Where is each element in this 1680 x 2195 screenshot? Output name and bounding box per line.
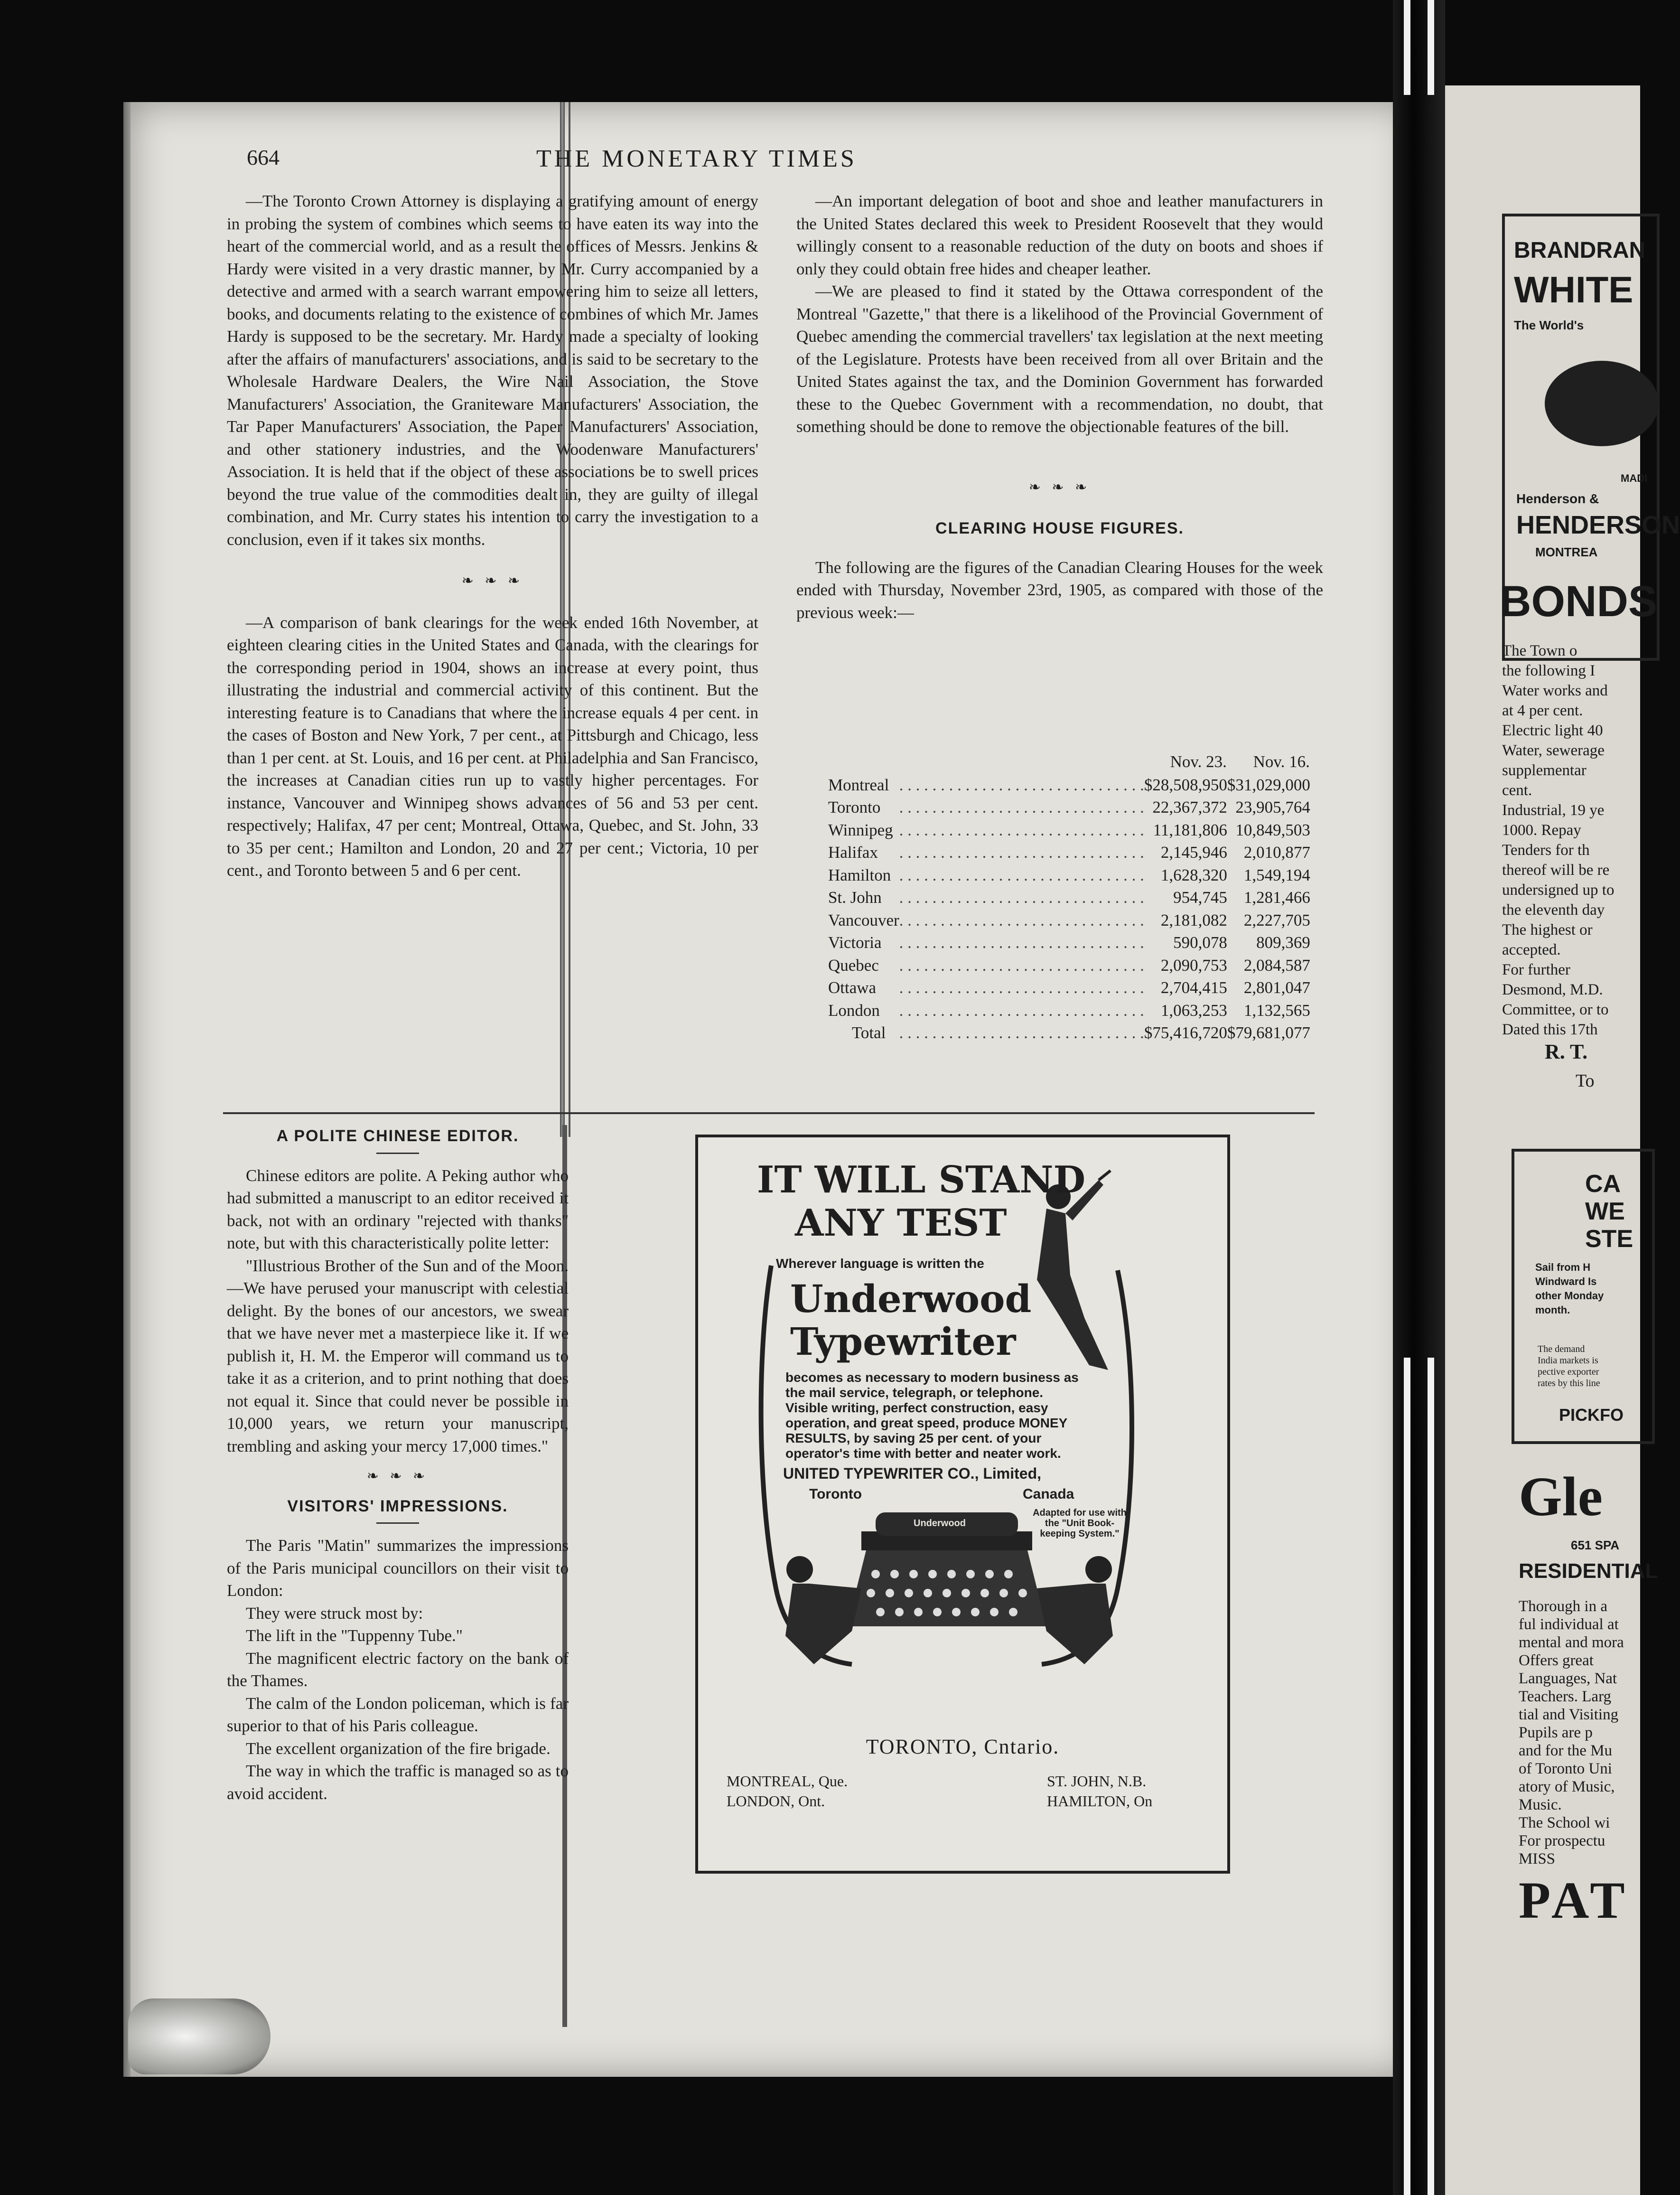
thumb-artifact <box>128 1998 271 2074</box>
bank-clearings-paragraph: —A comparison of bank clearings for the week ended 16th November, at eighteen clearing cities in the United States and Canada, with the clearings for the corresponding period in 1904, shows an increase at every point, thus illustrating the industrial and commercial activity of this continent. But the interesting feature is to Canadians that where the increase equals 4 per cent. in the cases of Boston and New York, 7 per cent., at Pittsburgh and Chicago, less than 1 per cent. at St. Louis, and 16 per cent. at Philadelphia and San Francisco, the increases at Canadian cities run up to vastly higher percentages. For instance, Vancouver and Winnipeg shows advances of 56 and 53 per cent. respectively; Halifax, 47 per cent; Montreal, Ottawa, Quebec, and St. John, 33 to 35 per cent.; Hamilton and London, 20 and 27 per cent.; Victoria, 10 per cent., and Toronto between 5 and 6 per cent. <box>227 613 758 880</box>
bonds-line: cent. <box>1502 782 1532 799</box>
bonds-line: thereof will be re <box>1502 862 1610 879</box>
column-header-nov16: Nov. 16. <box>1253 752 1310 771</box>
dot-leader: . . . . . . . . . . . . . . . . . . . . . . . . . . . . . . <box>899 1001 1144 1020</box>
gutter-highlight <box>1404 1358 1410 2195</box>
dot-leader: . . . . . . . . . . . . . . . . . . . . . . . . . . . . . . <box>899 933 1144 952</box>
dot-leader: . . . . . . . . . . . . . . . . . . . . . . . . . . . . . . <box>899 865 1144 884</box>
demand-line: The demand <box>1538 1344 1585 1354</box>
visitors-heading: VISITORS' IMPRESSIONS. <box>287 1497 508 1515</box>
dot-leader: . . . . . . . . . . . . . . . . . . . . . . . . . . . . . . <box>899 910 1144 929</box>
bonds-line: Industrial, 19 ye <box>1502 802 1605 819</box>
nov16-value: 2,010,877 <box>1243 843 1310 862</box>
clearing-house-table <box>828 750 1310 1044</box>
school-line: and for the Mu <box>1519 1742 1613 1759</box>
bonds-line: Committee, or to <box>1502 1001 1609 1018</box>
visitor-impression: The calm of the London policeman, which is far superior to that of his Paris colleague. <box>227 1694 569 1735</box>
clearing-row <box>828 886 1310 909</box>
gutter-highlight <box>1428 1358 1434 2195</box>
ad-branch: ST. JOHN, N.B. <box>1047 1773 1147 1790</box>
section-separator: ❧ ❧ ❧ <box>1028 479 1091 495</box>
clearing-row <box>828 954 1310 977</box>
heading-rule <box>376 1153 419 1154</box>
sailing-line: other Monday <box>1535 1290 1604 1302</box>
underwood-advertisement <box>695 1135 1230 1874</box>
bonds-line: supplementar <box>1502 762 1587 779</box>
city-name: Victoria <box>828 933 882 952</box>
clearing-row <box>828 909 1310 932</box>
ad-headline: IT WILL STAND <box>757 1158 1086 1201</box>
ad-branch: LONDON, Ont. <box>727 1792 825 1810</box>
editor-paragraph: Chinese editors are polite. A Peking author who had submitted a manuscript to an editor received it back, not with an ordinary "rejected with thanks" note, but with this characteristically polite letter: <box>227 1166 569 1252</box>
bonds-line: For further <box>1502 961 1570 978</box>
total-nov16: $79,681,077 <box>1227 1023 1310 1042</box>
henderson-small: Henderson & <box>1516 491 1599 506</box>
bonds-line: accepted. <box>1502 941 1561 958</box>
steamship-title-line: WE <box>1585 1198 1625 1225</box>
ad-adapted-note: Adapted for use with the "Unit Book-keeping System." <box>1033 1508 1127 1539</box>
bonds-line: Electric light 40 <box>1502 722 1603 739</box>
montreal-label: MONTREA <box>1535 545 1598 559</box>
clearing-row <box>828 796 1310 819</box>
made-label: MADI <box>1621 472 1648 484</box>
nov16-value: 23,905,764 <box>1235 798 1310 816</box>
demand-line: India markets is <box>1538 1355 1598 1366</box>
bonds-line: 1000. Repay <box>1502 822 1581 839</box>
city-name: Quebec <box>828 956 879 975</box>
clearing-row <box>828 819 1310 842</box>
nov23-value: 2,090,753 <box>1160 956 1227 975</box>
left-column <box>227 190 758 882</box>
school-line: Thorough in a <box>1519 1598 1607 1615</box>
bonds-line: Desmond, M.D. <box>1502 981 1603 998</box>
section-separator: ❧ ❧ ❧ <box>366 1468 429 1484</box>
chinese-editor-heading: A POLITE CHINESE EDITOR. <box>276 1127 519 1145</box>
school-line: atory of Music, <box>1519 1778 1615 1795</box>
ad-branch: HAMILTON, On <box>1047 1792 1153 1810</box>
right-column <box>796 190 1323 624</box>
city-name: Montreal <box>828 775 889 794</box>
dot-leader: . . . . . . . . . . . . . . . . . . . . . . . . . . . . . . <box>899 978 1144 997</box>
section-separator: ❧ ❧ ❧ <box>461 573 524 589</box>
bonds-line: Water, sewerage <box>1502 742 1605 759</box>
henderson-large: HENDERSON <box>1516 511 1680 539</box>
column-header-nov23: Nov. 23. <box>1170 752 1227 771</box>
school-line: ful individual at <box>1519 1616 1619 1633</box>
ad-brand-line: Underwood <box>790 1276 1032 1321</box>
facing-page <box>1417 85 1680 2195</box>
ad-footer-city: TORONTO, Cntario. <box>866 1735 1060 1758</box>
glen-heading: Gle <box>1519 1465 1603 1528</box>
ad-brand-line: Typewriter <box>790 1319 1016 1364</box>
demand-line: rates by this line <box>1538 1378 1600 1388</box>
nov16-value: 1,549,194 <box>1243 865 1310 884</box>
city-name: St. John <box>828 888 882 907</box>
combines-paragraph: —The Toronto Crown Attorney is displaying a gratifying amount of energy in probing the system of combines which seems to have eaten its way into the heart of the commercial world, and as a result the offices of Messrs. Jenkins & Hardy were visited in a very drastic manner, by Mr. Curry accompanied by a detective and armed with a search warrant empowering him to seize all letters, books, and documents relating to the existence of combines of which Mr. James Hardy is supposed to be the secretary. Mr. Hardy made a specialty of looking after the affairs of manufacturers' associations, and is said to be secretary to the Wholesale Hardware Dealers, the Wire Nail Association, the Stove Manufacturers' Association, the Graniteware Manufacturers' Association, the Tar Paper Manufacturers' Association, the Paper Manufacturers' Association, and other stationery industries, and the Woodenware Manufacturers' Association. It is held that if the object of these associations be to swell prices beyond the true value of the commodities dealt in, they are guilty of illegal combination, and Mr. Curry states his intention to carry the investigation to a conclusion, even if it takes six months. <box>227 192 758 549</box>
clearing-row <box>828 841 1310 864</box>
nov23-value: 2,181,082 <box>1160 910 1227 929</box>
clearing-row <box>828 976 1310 999</box>
demand-line: pective exporter <box>1538 1367 1599 1377</box>
total-nov23: $75,416,720 <box>1144 1023 1227 1042</box>
nov23-value: 1,628,320 <box>1160 865 1227 884</box>
school-notice <box>1519 1597 1624 1868</box>
ad-company: UNITED TYPEWRITER CO., Limited, <box>783 1465 1042 1482</box>
dot-leader: . . . . . . . . . . . . . . . . . . . . . . . . . . . . . . <box>899 775 1144 794</box>
gutter-highlight <box>1404 0 1410 95</box>
clearing-row <box>828 999 1310 1022</box>
typewriter-label: Underwood <box>914 1518 966 1529</box>
dot-leader: . . . . . . . . . . . . . . . . . . . . . . . . . . . . . . <box>899 956 1144 975</box>
ad-country: Canada <box>1023 1486 1074 1502</box>
visitor-impression: The lift in the "Tuppenny Tube." <box>246 1626 463 1645</box>
dot-leader: . . . . . . . . . . . . . . . . . . . . . . . . . . . . . . <box>899 1023 1144 1042</box>
section-divider <box>223 1112 1315 1114</box>
city-name: Hamilton <box>828 865 891 884</box>
school-line: Teachers. Larg <box>1519 1688 1611 1705</box>
nov23-value: 1,063,253 <box>1160 1001 1227 1020</box>
sailing-line: Sail from H <box>1535 1261 1591 1273</box>
steamship-title <box>1585 1170 1656 1253</box>
pat-heading: PAT <box>1519 1871 1630 1929</box>
nov23-value: 590,078 <box>1173 933 1227 952</box>
brandram-seal <box>1545 361 1659 446</box>
ad-brand <box>790 1277 1031 1363</box>
dot-leader: . . . . . . . . . . . . . . . . . . . . . . . . . . . . . . <box>899 843 1144 862</box>
school-line: Pupils are p <box>1519 1724 1593 1741</box>
clearing-house-heading: CLEARING HOUSE FIGURES. <box>935 519 1184 537</box>
bonds-line: at 4 per cent. <box>1502 702 1583 719</box>
pickford-label: PICKFO <box>1559 1405 1624 1425</box>
bonds-line: the following I <box>1502 662 1596 679</box>
city-name: Winnipeg <box>828 820 893 839</box>
dot-leader: . . . . . . . . . . . . . . . . . . . . . . . . . . . . . . <box>899 798 1144 816</box>
bonds-notice <box>1502 641 1614 1040</box>
ad-artwork <box>757 1158 1139 1679</box>
total-label: Total <box>852 1023 886 1042</box>
visitor-impression: The excellent organization of the fire brigade. <box>246 1739 551 1758</box>
school-line: The School wi <box>1519 1814 1610 1831</box>
bonds-line: the eleventh day <box>1502 901 1605 919</box>
school-line: Languages, Nat <box>1519 1670 1617 1687</box>
visitors-list <box>227 1624 569 1805</box>
white-lead-title: WHITE <box>1514 269 1633 310</box>
nov16-value: 809,369 <box>1256 933 1310 952</box>
nov16-value: 1,132,565 <box>1243 1001 1310 1020</box>
clearing-intro: The following are the figures of the Canadian Clearing Houses for the week ended with Thursday, November 23rd, 1905, as compared with those of the previous week:— <box>796 558 1323 622</box>
nov23-value: 22,367,372 <box>1152 798 1227 816</box>
clearing-row <box>828 931 1310 954</box>
bonds-line: The Town o <box>1502 642 1577 659</box>
sailing-schedule <box>1535 1260 1659 1317</box>
worlds-tagline: The World's <box>1514 318 1584 332</box>
nov16-value: 10,849,503 <box>1235 820 1310 839</box>
nov16-value: $31,029,000 <box>1227 775 1310 794</box>
bonds-heading: BONDS <box>1500 577 1658 626</box>
nov23-value: 954,745 <box>1173 888 1227 907</box>
bonds-line: Tenders for th <box>1502 842 1590 859</box>
visitors-intro: The Paris "Matin" summarizes the impressions of the Paris municipal councillors on their visit to London: <box>227 1536 569 1600</box>
nov16-value: 2,227,705 <box>1243 910 1310 929</box>
dot-leader: . . . . . . . . . . . . . . . . . . . . . . . . . . . . . . <box>899 820 1144 839</box>
steamship-title-line: CA <box>1585 1170 1621 1198</box>
page-title: THE MONETARY TIMES <box>536 145 857 172</box>
city-name: Vancouver <box>828 910 899 929</box>
school-line: mental and mora <box>1519 1634 1624 1651</box>
sailing-line: month. <box>1535 1304 1570 1316</box>
ad-branch: MONTREAL, Que. <box>727 1773 848 1790</box>
boot-shoe-paragraph: —An important delegation of boot and shoe and leather manufacturers in the United States declared this week to President Roosevelt that they would willingly consent to a reasonable reduction of the duty on boots and shoes if only they could obtain free hides and cheaper leather. <box>796 192 1323 278</box>
signature-initials: R. T. <box>1545 1040 1588 1063</box>
brandram-brand: BRANDRAN <box>1514 238 1646 263</box>
travellers-tax-paragraph: —We are pleased to find it stated by the Ottawa correspondent of the Montreal "Gazette," that there is a likelihood of the Provincial Government of Quebec amending the commercial travellers' tax legislation at the next meeting of the Legislature. Protests have been received from all over Britain and the United States against the tax, and the Dominion Government has forwarded these to the Quebec Government with a recommendation, no doubt, that something should be done to remove the objectionable features of the bill. <box>796 282 1323 436</box>
lower-column <box>227 1120 569 1805</box>
spadina-address: 651 SPA <box>1571 1538 1620 1552</box>
residential-heading: RESIDENTIAL <box>1519 1559 1658 1583</box>
bonds-line: Dated this 17th <box>1502 1021 1598 1038</box>
demand-note <box>1538 1343 1600 1389</box>
school-line: tial and Visiting <box>1519 1706 1619 1723</box>
bonds-line: undersigned up to <box>1502 882 1615 899</box>
ad-branches-right <box>1047 1771 1152 1811</box>
city-name: Ottawa <box>828 978 877 997</box>
ad-subheading: Wherever language is written the <box>776 1256 984 1271</box>
nov16-value: 1,281,466 <box>1243 888 1310 907</box>
steamship-title-line: STE <box>1585 1225 1633 1253</box>
visitor-impression: The way in which the traffic is managed so as to avoid accident. <box>227 1762 569 1803</box>
ad-body: becomes as necessary to modern business as the mail service, telegraph, or telephone. Visible writing, perfect construction, easy operation, and great speed, produce MONEY RESULTS, by saving 25 per cent. of your operator's time with better and neater work. <box>785 1370 1079 1461</box>
school-line: Music. <box>1519 1796 1562 1813</box>
bonds-line: Water works and <box>1502 682 1608 699</box>
total-row <box>828 1022 1310 1044</box>
signature-place: To <box>1576 1071 1595 1091</box>
gutter-highlight <box>1428 0 1434 95</box>
nov16-value: 2,801,047 <box>1243 978 1310 997</box>
nov23-value: $28,508,950 <box>1144 775 1227 794</box>
heading-rule <box>376 1522 419 1524</box>
school-line: Offers great <box>1519 1652 1594 1669</box>
visitor-impression: The magnificent electric factory on the bank of the Thames. <box>227 1649 569 1690</box>
dot-leader: . . . . . . . . . . . . . . . . . . . . . . . . . . . . . . <box>899 888 1144 907</box>
ad-branches-left <box>727 1771 848 1811</box>
city-name: Halifax <box>828 843 878 862</box>
visitors-lead: They were struck most by: <box>246 1604 423 1623</box>
sailing-line: Windward Is <box>1535 1276 1597 1287</box>
ad-city: Toronto <box>809 1486 862 1502</box>
bonds-line: The highest or <box>1502 921 1593 938</box>
school-line: of Toronto Uni <box>1519 1760 1612 1777</box>
nov23-value: 2,704,415 <box>1160 978 1227 997</box>
page-number: 664 <box>247 145 280 169</box>
clearing-row <box>828 864 1310 887</box>
editor-letter: "Illustrious Brother of the Sun and of the Moon.—We have perused your manuscript with celestial delight. By the bones of our ancestors, we swear that we have never met a masterpiece like it. If we publish it, H. M. the Emperor will command us to take it as a criterion, and to print nothing that does not equal it. Since that could never be possible in 10,000 years, we return your manuscript, trembling and asking your mercy 17,000 times." <box>227 1256 569 1455</box>
ad-headline-2: ANY TEST <box>795 1201 1007 1245</box>
school-line: MISS <box>1519 1850 1556 1867</box>
clearing-row <box>828 774 1310 797</box>
nov23-value: 2,145,946 <box>1160 843 1227 862</box>
city-name: London <box>828 1001 880 1020</box>
city-name: Toronto <box>828 798 881 816</box>
school-line: For prospectu <box>1519 1832 1605 1849</box>
nov16-value: 2,084,587 <box>1243 956 1310 975</box>
book-gutter <box>1393 0 1445 2195</box>
nov23-value: 11,181,806 <box>1153 820 1227 839</box>
